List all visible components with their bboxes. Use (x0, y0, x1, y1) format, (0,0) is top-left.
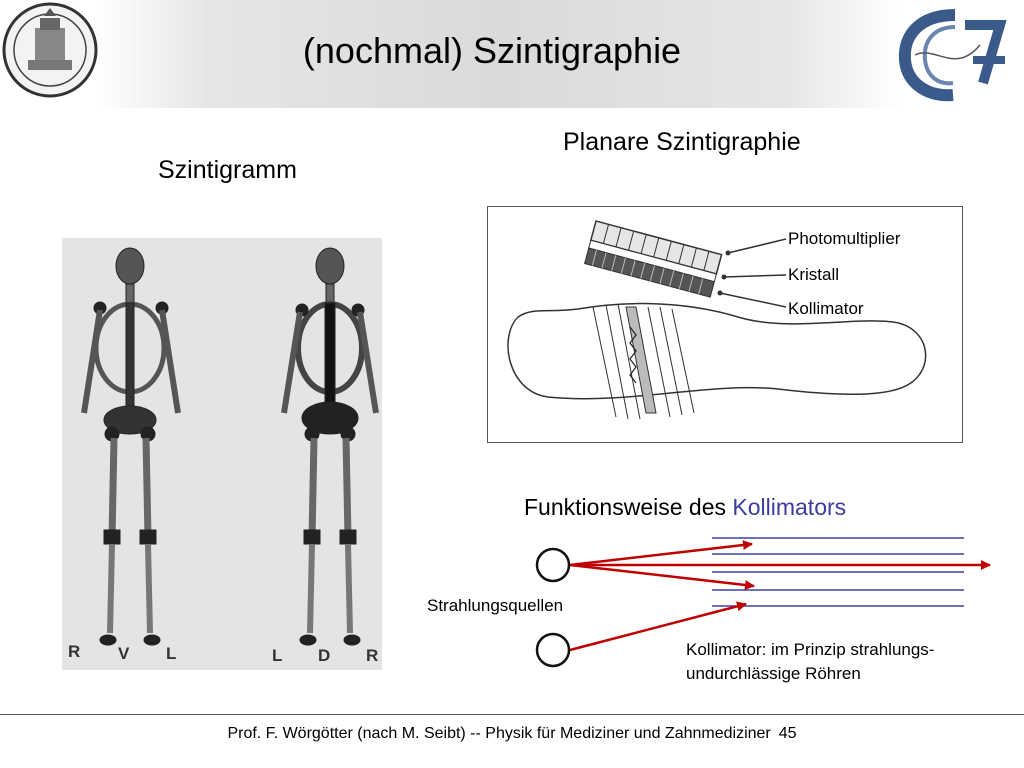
radiation-source-lower (537, 634, 569, 666)
scan-letter-left-v: V (118, 644, 130, 663)
scan-letter-left-r: R (68, 642, 81, 661)
function-heading (524, 494, 846, 521)
bone-scan-image (62, 238, 382, 670)
planar-title: Planare Szintigraphie (563, 128, 801, 156)
label-kristall: Kristall (788, 265, 840, 284)
footer (0, 725, 1024, 743)
scan-letter-right-r: R (366, 646, 379, 665)
label-photomultiplier: Photomultiplier (788, 229, 901, 248)
radiation-source-upper (537, 549, 569, 581)
planar-diagram (487, 206, 963, 443)
function-heading-prefix: Funktionsweise des (524, 494, 733, 520)
scan-letter-right-l: L (272, 646, 283, 665)
szintigramm-label: Szintigramm (158, 156, 297, 184)
collimator-note-line1: Kollimator: im Prinzip strahlungs- (686, 640, 935, 659)
label-kollimator: Kollimator (788, 299, 864, 318)
collimator-note (686, 638, 934, 686)
footer-text: Prof. F. Wörgötter (nach M. Seibt) -- Physik für Mediziner und Zahnmediziner (227, 725, 771, 742)
collimator-note-line2: undurchlässige Röhren (686, 664, 861, 683)
footer-divider (0, 714, 1024, 715)
page-number: 45 (778, 725, 797, 742)
sources-label: Strahlungsquellen (427, 596, 564, 615)
scan-letter-left-l: L (166, 644, 177, 663)
slide-title: (nochmal) Szintigraphie (302, 30, 682, 71)
scan-letter-right-d: D (318, 646, 331, 665)
function-heading-highlight: Kollimators (732, 494, 847, 520)
